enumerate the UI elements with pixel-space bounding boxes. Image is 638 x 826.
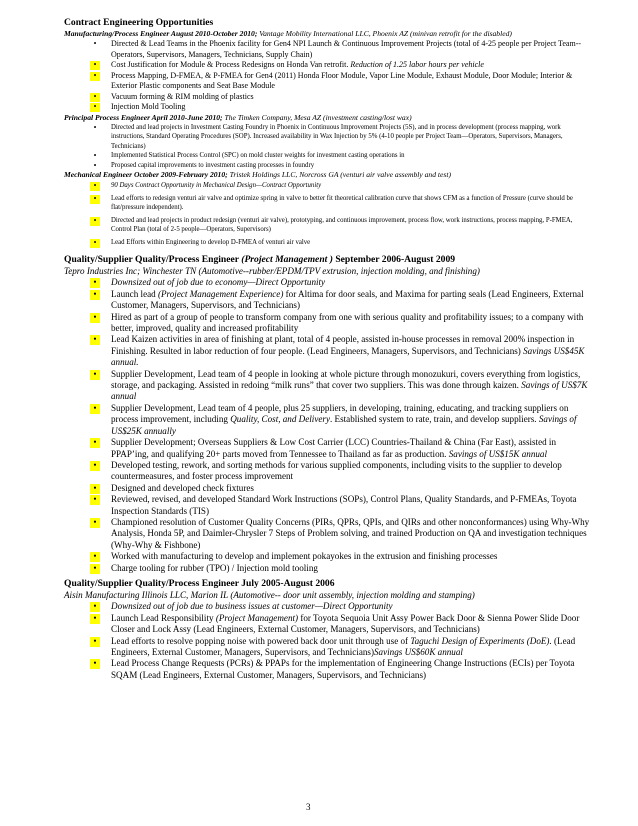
item-text: Supplier Development; Overseas Suppliers & Low Cost Carrier (LCC) Countries-Thailand & China (Far East), assisted in PPAP’ing, and qualifying 20+ parts moved from Tennessee to Thailand as far as production. xyxy=(111,437,557,459)
item-text-italic: Savings of US$7K annual xyxy=(111,380,588,402)
item-text: Lead Process Change Requests (PCRs) & PPAPs for the implementation of Engineering Change Instructions (ECIs) per Toyota SQAM (Lead Engineers, External Customer, Managers, Supervisors, and Technicians) xyxy=(111,658,575,680)
list-item xyxy=(64,460,594,483)
item-text-italic: (Project Management) xyxy=(215,612,299,623)
job-dates: September 2006-August 2009 xyxy=(332,254,456,265)
item-text: Proposed capital improvements to investment casting processes in foundry xyxy=(111,161,315,169)
bullet-icon: • xyxy=(93,368,97,379)
item-text: Lead Efforts within Engineering to develop D-FMEA of venturi air valve xyxy=(111,238,311,246)
bullet-icon: • xyxy=(93,39,97,48)
item-text: Lead efforts to resolve popping noise with powered back door unit through use of xyxy=(111,635,411,646)
item-text: Cost Justification for Module & Process Redesigns on Honda Van retrofit. xyxy=(111,60,351,69)
bullet-icon: • xyxy=(93,181,97,190)
list-item xyxy=(64,636,594,659)
list-item xyxy=(64,613,594,636)
item-text: Championed resolution of Customer Quality Concerns (PIRs, QPRs, QPIs, and QIRs and other nonconformances) using Why-Why Analysis, Honda 5P, and Daimler-Chrysler 7 Steps of Problem solving, and trained Production on QA and investigation techniques (Why-Why & Fishbone) xyxy=(111,516,590,550)
job-role: Mechanical Engineer October 2009-February 2010; xyxy=(64,170,228,179)
item-text: Directed & Lead Teams in the Phoenix facility for Gen4 NPI Launch & Continuous Improvement Projects (total of 4-25 people per Project Team--Operators, Supervisors, Managers, Technicians, Supply Chain) xyxy=(111,39,582,59)
list-item xyxy=(64,151,594,161)
job-company-aisin: Aisin Manufacturing Illinois LLC, Marion IL (Automotive-- door unit assembly, injection molding and stamping) xyxy=(64,589,475,600)
item-text: Implemented Statistical Process Control (SPC) on mold cluster weights for investment casting operations in xyxy=(111,152,405,159)
tepro-duties xyxy=(64,277,594,574)
bullet-icon: • xyxy=(93,516,97,527)
bullet-icon: • xyxy=(93,277,97,288)
item-text-italic: Savings of US$25K annually xyxy=(111,414,577,436)
list-item xyxy=(64,102,594,113)
item-text-italic: Savings US$45K annual. xyxy=(111,345,585,368)
bullet-icon: • xyxy=(93,658,97,669)
bullet-icon: • xyxy=(93,122,97,132)
page-number: 3 xyxy=(306,802,311,812)
item-text-italic: Taguchi Design of Experiments (DoE). xyxy=(410,635,552,646)
list-item xyxy=(64,563,594,574)
item-text-italic: Downsized out of job due to economy—Direct Opportunity xyxy=(111,277,326,288)
item-text: (Lead Engineers, External Customer, Managers, Supervisors, and Technicians) xyxy=(111,635,576,657)
job-company: Vantage Mobility International LLC, Phoenix AZ (minivan retrofit for the disabled) xyxy=(257,29,512,38)
item-text: Supplier Development, Lead team of 4 people in looking at whole picture through monozukuri, covers everything from logistics, storage, and packaging. Assisted in redoing “milk runs” that cover two suppliers. This was done through kaizen. xyxy=(111,368,581,391)
list-item xyxy=(64,181,594,191)
item-text: Hired as part of a group of people to transform company from one with serious quality and profitability issues; to a company with better, improved, quality and increased profitability xyxy=(111,311,584,334)
job-role: Principal Process Engineer April 2010-June 2010; xyxy=(64,112,223,122)
list-item xyxy=(64,483,594,494)
list-item xyxy=(64,71,594,92)
bullet-icon: • xyxy=(93,91,97,101)
job-role-note: (Project Management ) xyxy=(241,254,333,265)
bullet-icon: • xyxy=(93,102,97,111)
item-text: Vacuum forming & RIM molding of plastics xyxy=(111,91,254,101)
bullet-icon: • xyxy=(93,459,97,470)
item-text: Worked with manufacturing to develop and implement pokayokes in the extrusion and finishing processes xyxy=(111,551,498,562)
section-title: Contract Engineering Opportunities xyxy=(64,17,214,28)
bullet-icon: • xyxy=(93,311,97,322)
bullet-icon: • xyxy=(93,482,97,493)
bullet-icon: • xyxy=(93,562,97,573)
list-item xyxy=(64,658,594,681)
bullet-icon: • xyxy=(93,437,97,448)
job-role: Manufacturing/Process Engineer August 2010-October 2010; xyxy=(64,29,258,38)
job-company-tepro: Tepro Industries Inc; Winchester TN (Automotive--rubber/EPDM/TPV extrusion, injection molding, and finishing) xyxy=(64,266,480,276)
bullet-icon: • xyxy=(93,601,97,612)
item-text: Designed and developed check fixtures xyxy=(111,482,254,493)
bullet-icon: • xyxy=(93,402,97,413)
job-company: The Timken Company, Mesa AZ (investment casting/lost wax) xyxy=(222,112,412,122)
item-text-italic: Quality, Cost, and Delivery xyxy=(230,414,330,425)
item-text: for Toyota Sequoia Unit Assy Power Back Door & Sienna Power Slide Door Closer and Lock Assy (Lead Engineers, External Customer, Managers, Supervisors, and Technicians) xyxy=(111,612,580,635)
item-text: Charge tooling for rubber (TPO) / Injection mold tooling xyxy=(111,562,318,573)
list-item xyxy=(64,277,594,288)
bullet-icon: • xyxy=(93,612,97,623)
bullet-icon: • xyxy=(93,494,97,505)
list-item xyxy=(64,92,594,103)
bullet-icon: • xyxy=(93,551,97,562)
item-text-italic: Savings US$60K annual xyxy=(374,647,463,657)
item-text-italic: (Project Management Experience) xyxy=(157,288,284,299)
list-item xyxy=(64,289,594,312)
item-text: Supplier Development, Lead team of 4 people, plus 25 suppliers, in developing, training, educating, and tracking suppliers on process improvement, including xyxy=(111,402,569,425)
list-item xyxy=(64,60,594,71)
bullet-icon: • xyxy=(93,151,97,160)
bullet-icon: • xyxy=(93,193,97,203)
list-item xyxy=(64,334,594,368)
bullet-icon: • xyxy=(93,70,97,80)
bullet-icon: • xyxy=(93,160,97,170)
item-text: Lead efforts to redesign venturi air valve and optimize spring in valve to better fit theoretical calibration curve that shows CFM as a function of Pressure (curve should be flat/pressure independent). xyxy=(111,194,573,211)
list-item xyxy=(64,403,594,437)
item-text: . Established system to rate, train, and develop suppliers. xyxy=(329,414,539,425)
list-item xyxy=(64,517,594,551)
item-text: Directed and lead projects in product redesign (venturi air valve), prototyping, and continuous improvement, process flow, work instructions, process mapping, P-FMEA, Control Plan (total of 2-5 people—Operators, Supervisors) xyxy=(111,216,573,233)
list-item xyxy=(64,601,594,612)
bullet-icon: • xyxy=(93,334,97,345)
timken-duties xyxy=(64,123,594,171)
item-text: Directed and lead projects in Investment Casting Foundry in Phoenix in Continuous Improvement Projects (5S), and in process development (process mapping, work instructions, Standard Operating Procedures (SOP). Increased availability in Wax Injection by 5% (4-10 people per Project Team—Operators, Supervisors, Managers, Technicians) xyxy=(111,123,563,150)
item-text: Reviewed, revised, and developed Standard Work Instructions (SOPs), Control Plans, Quality Standards, and P-FMEAs, Toyota Inspection Standards (TIS) xyxy=(111,494,577,516)
list-item xyxy=(64,39,594,60)
list-item xyxy=(64,551,594,562)
job-heading-timken xyxy=(64,113,594,123)
list-item xyxy=(64,238,594,248)
list-item xyxy=(64,312,594,335)
job-heading-vantage xyxy=(64,29,594,39)
item-text: for Altima for door seals, and Maxima for parting seals (Lead Engineers, External Customer, Managers, Supervisors, and Technicians) xyxy=(111,288,584,311)
item-text: Injection Mold Tooling xyxy=(111,102,186,111)
job-heading-tepro xyxy=(64,254,594,266)
bullet-icon: • xyxy=(93,60,97,69)
item-text: Launch Lead Responsibility xyxy=(111,612,216,623)
tristek-duties xyxy=(64,181,594,247)
list-item xyxy=(64,161,594,171)
page-content xyxy=(64,17,594,681)
list-item xyxy=(64,216,594,235)
item-text-italic: 90 Days Contract Opportunity in Mechanical Design—Contract Opportunity xyxy=(111,182,322,189)
bullet-icon: • xyxy=(93,288,97,299)
bullet-icon: • xyxy=(93,237,97,247)
job-heading-aisin: Quality/Supplier Quality/Process Engineer July 2005-August 2006 xyxy=(64,577,335,589)
job-company: Tristek Holdings LLC, Norcross GA (venturi air valve assembly and test) xyxy=(227,170,451,179)
bullet-icon: • xyxy=(93,215,97,225)
list-item xyxy=(64,437,594,460)
item-text: Launch lead xyxy=(111,288,158,299)
item-text: Developed testing, rework, and sorting methods for various supplied components, including visits to the supplier to develop countermeasures, and foster process improvement xyxy=(111,459,562,482)
item-text-italic: Reduction of 1.25 labor hours per vehicle xyxy=(350,60,484,69)
job-heading-tristek xyxy=(64,170,594,180)
vantage-duties xyxy=(64,39,594,113)
list-item xyxy=(64,494,594,517)
item-text: Process Mapping, D-FMEA, & P-FMEA for Gen4 (2011) Honda Floor Module, Vapor Line Module, Exhaust Module, Door Module; Interior & Exterior Plastic components and Seat Base Module xyxy=(111,70,573,90)
list-item xyxy=(64,194,594,213)
aisin-duties xyxy=(64,601,594,681)
item-text-italic: Downsized out of job due to business issues at customer—Direct Opportunity xyxy=(111,601,393,612)
job-role: Quality/Supplier Quality/Process Engineer xyxy=(64,254,242,265)
list-item xyxy=(64,369,594,403)
list-item xyxy=(64,123,594,152)
bullet-icon: • xyxy=(93,635,97,646)
item-text: Lead Kaizen activities in area of finishing at plant, total of 4 people, assisted in-house processes in removal 200% inspection in Finishing. Resulted in labor reduction of four people. (Lead Engineers, Managers, Supervisors, and Technicians) xyxy=(111,334,575,356)
item-text-italic: Savings of US$15K annual xyxy=(448,448,547,459)
